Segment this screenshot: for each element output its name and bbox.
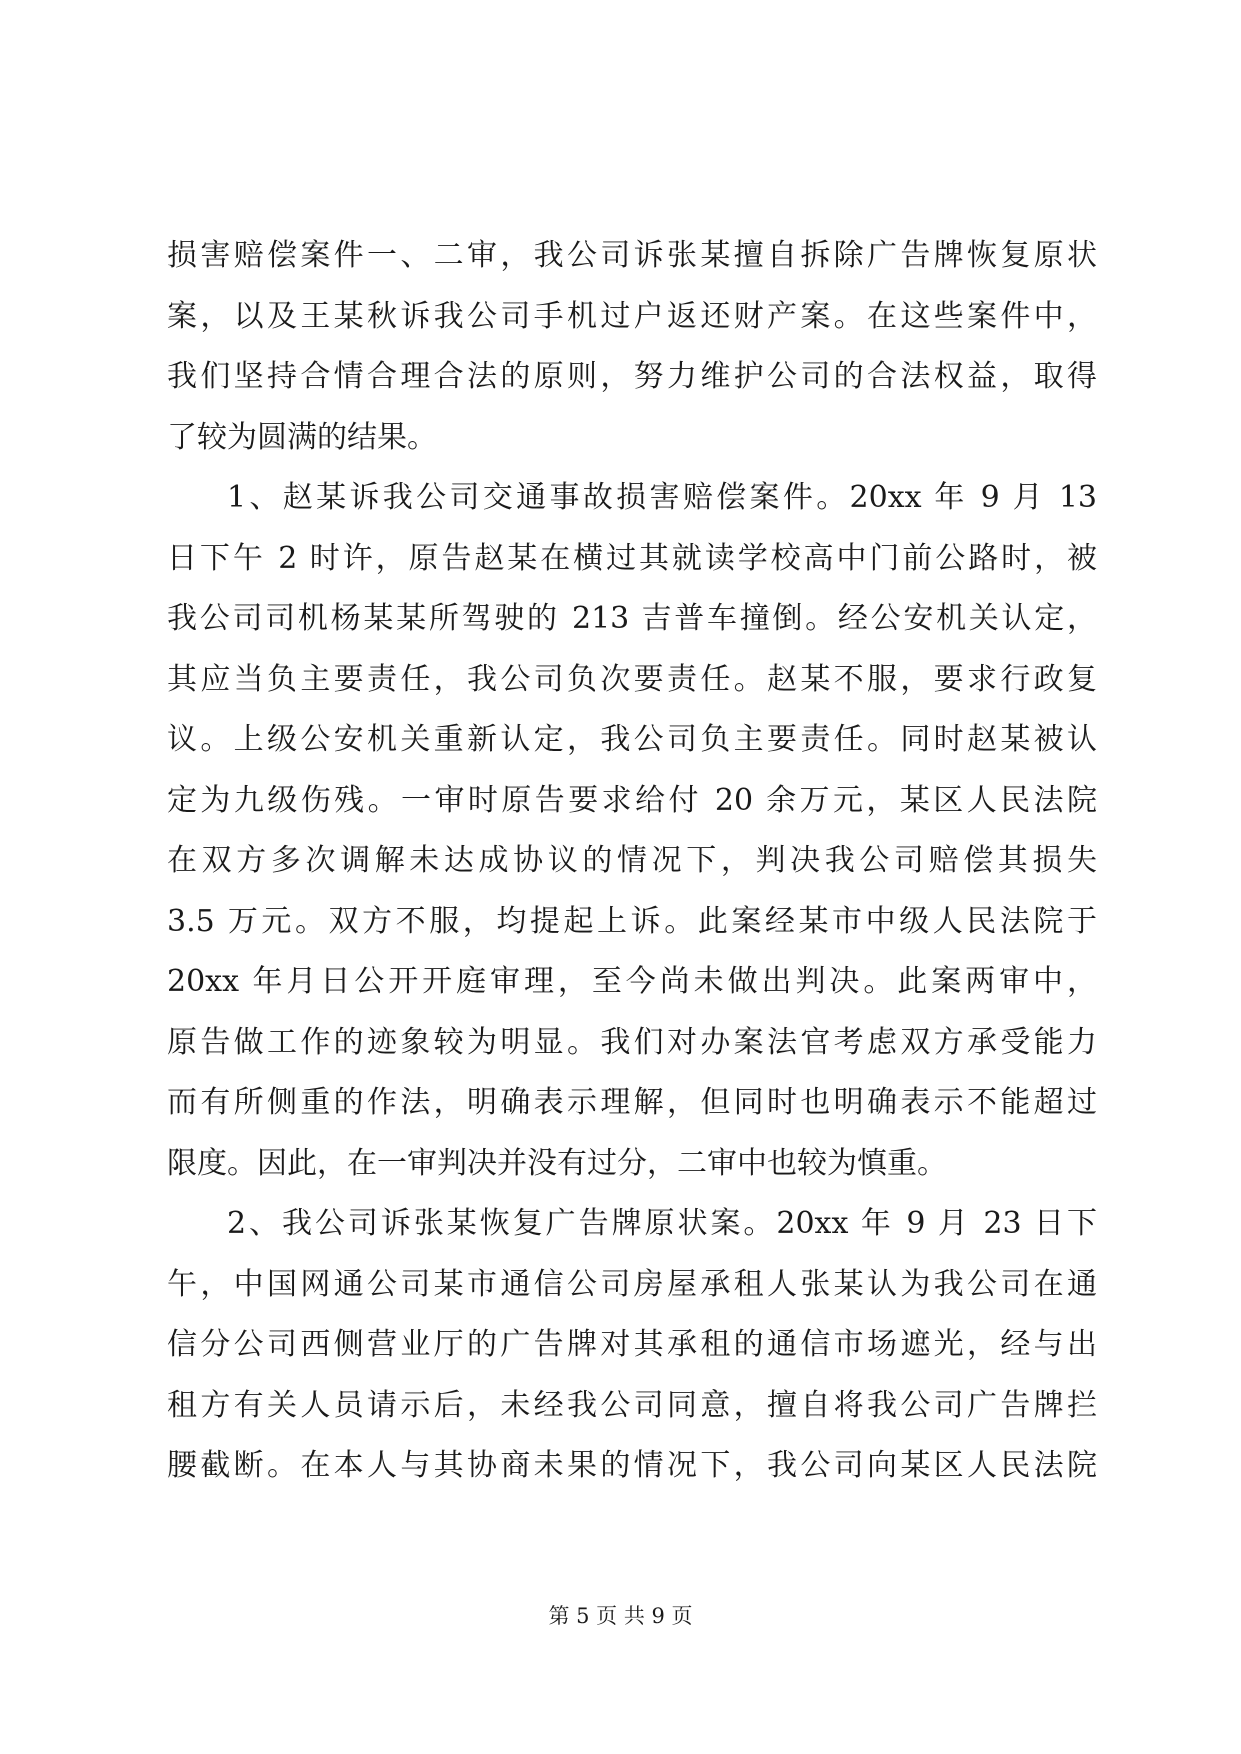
text-line: 我公司司机杨某某所驾驶的 213 吉普车撞倒。经公安机关认定， [167, 601, 1097, 636]
text-line: 租方有关人员请示后，未经我公司同意，擅自将我公司广告牌拦 [167, 1387, 1097, 1423]
text-line: 信分公司西侧营业厅的广告牌对其承租的通信市场遮光，经与出 [167, 1327, 1097, 1362]
text-line: 定为九级伤残。一审时原告要求给付 20 余万元，某区人民法院 [167, 782, 1097, 818]
text-line: 20xx 年月日公开开庭审理，至今尚未做出判决。此案两审中， [167, 964, 1097, 999]
text-line: 3.5 万元。双方不服，均提起上诉。此案经某市中级人民法院于 [167, 903, 1097, 939]
paragraph-2-first-line: 2、我公司诉张某恢复广告牌原状案。20xx 年 9 月 23 日下 [227, 1206, 1097, 1241]
text-line: 腰截断。在本人与其协商未果的情况下，我公司向某区人民法院 [167, 1448, 1097, 1483]
text-line: 议。上级公安机关重新认定，我公司负主要责任。同时赵某被认 [167, 722, 1097, 757]
text-line: 午，中国网通公司某市通信公司房屋承租人张某认为我公司在通 [167, 1266, 1097, 1302]
body-text [167, 226, 1097, 1497]
text-line: 其应当负主要责任，我公司负次要责任。赵某不服，要求行政复 [167, 661, 1097, 697]
text-line: 在双方多次调解未达成协议的情况下，判决我公司赔偿其损失 [167, 843, 1097, 878]
paragraph-1-first-line: 1、赵某诉我公司交通事故损害赔偿案件。20xx 年 9 月 13 [227, 480, 1097, 515]
page-number-footer: 第 5 页 共 9 页 [548, 1604, 693, 1628]
text-line: 案，以及王某秋诉我公司手机过户返还财产案。在这些案件中， [167, 298, 1097, 334]
text-line: 限度。因此，在一审判决并没有过分，二审中也较为慎重。 [167, 1145, 947, 1181]
text-line: 而有所侧重的作法，明确表示理解，但同时也明确表示不能超过 [167, 1085, 1097, 1120]
text-line: 损害赔偿案件一、二审，我公司诉张某擅自拆除广告牌恢复原状 [167, 238, 1097, 273]
text-line: 了较为圆满的结果。 [167, 419, 437, 455]
text-line: 日下午 2 时许，原告赵某在横过其就读学校高中门前公路时，被 [167, 540, 1097, 576]
text-line: 我们坚持合情合理合法的原则，努力维护公司的合法权益，取得 [167, 359, 1097, 394]
text-line: 原告做工作的迹象较为明显。我们对办案法官考虑双方承受能力 [167, 1024, 1097, 1060]
